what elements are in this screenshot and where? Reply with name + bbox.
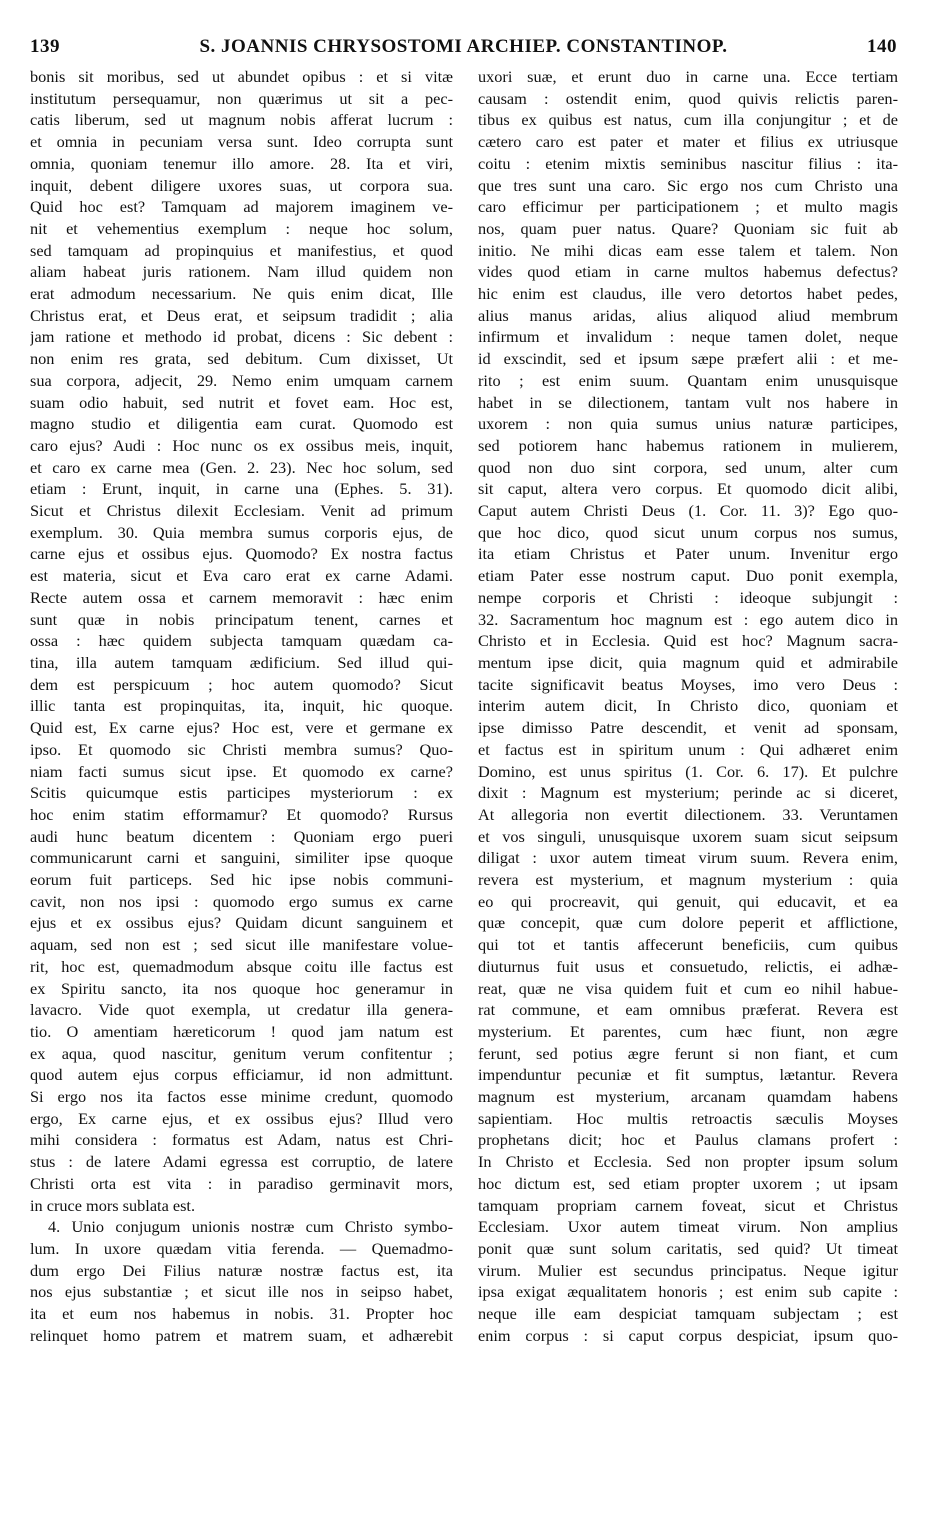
text-line: aquam, sed non est ; sed sicut ille manifestare volue- <box>30 935 453 955</box>
text-line: hoc dictum est, sed etiam propter uxorem ; ut ipsam <box>478 1173 898 1193</box>
text-line: ita etiam Christus et Pater unum. Invenitur ergo <box>478 544 898 564</box>
text-line: ejus et ex ossibus ejus? Quidam dicunt sanguinem et <box>30 913 453 933</box>
text-line: mysterium. Et parentes, cum hæc fiunt, non ægre <box>478 1021 898 1041</box>
text-line: reat, quæ ne visa quidem fuit et cum eo nihil habue- <box>478 978 898 998</box>
text-line: ex Spiritu sancto, ita nos quoque hoc generamur in <box>30 978 453 998</box>
text-line: communicarunt carni et sanguini, similiter ipse quoque <box>30 848 453 868</box>
text-line: quæ concepit, quæ cum dolore peperit et afflictione, <box>478 913 898 933</box>
text-line: magno studio et diligentia eam curat. Quomodo est <box>30 414 453 434</box>
page-header <box>30 36 897 60</box>
text-line: At allegoria non evertit dilectionem. 33. Veruntamen <box>478 804 898 824</box>
text-line: diuturnus fuit usus et consuetudo, relictis, ei adhæ- <box>478 956 898 976</box>
text-line: uxori suæ, et erunt duo in carne una. Ecce tertiam <box>478 67 898 86</box>
text-line: uxorem : non quia sumus unius naturæ participes, <box>478 414 898 434</box>
text-line: causam : ostendit enim, quod quivis relictis paren- <box>478 88 898 108</box>
text-line: eorum fuit particeps. Sed hic ipse nobis communi- <box>30 870 453 890</box>
text-line: cætero caro est pater et mater et filius ex utriusque <box>478 132 898 152</box>
text-line: Ecclesiam. Uxor autem timeat virum. Non amplius <box>478 1217 898 1237</box>
text-line: illic tanta est propinquitas, ita, inquit, hic quoque. <box>30 696 453 716</box>
text-line: Caput autem Christi Deus (1. Cor. 11. 3)? Ego quo- <box>478 501 898 521</box>
text-line: etiam : Erunt, inquit, in carne una (Ephes. 5. 31). <box>30 479 453 499</box>
text-line: dum ergo Dei Filius naturæ nostræ factus est, ita <box>30 1260 453 1280</box>
text-line: ossa : hæc quidem subjecta tamquam quædam ca- <box>30 631 453 651</box>
text-line: Christi orta est vita : in paradiso germinavit mors, <box>30 1173 453 1193</box>
text-line: nempe corporis et Christi : ideoque subjungit : <box>478 587 898 607</box>
text-line: ferunt, sed potius ægre ferunt si non fiant, et cum <box>478 1043 898 1063</box>
text-line: audi hunc beatum dicentem : Quoniam ergo pueri <box>30 826 453 846</box>
text-line: magnum est mysterium, arcanam quamdam habens <box>478 1087 898 1107</box>
right-column <box>478 66 898 1346</box>
text-line: sapientiam. Hoc multis retroactis sæculis Moyses <box>478 1108 898 1128</box>
text-line: alius manus aridas, alius aliquod aliud membrum <box>478 305 898 325</box>
text-line: que hoc dico, quod sicut unum corpus nos sumus, <box>478 522 898 542</box>
text-line: enim corpus : si caput corpus despiciat, ipsum quo- <box>478 1325 898 1345</box>
text-line: Domino, est unus spiritus (1. Cor. 6. 17). Et pulchre <box>478 761 898 781</box>
text-line: infirmum et invalidum : neque tamen dolet, neque <box>478 327 898 347</box>
text-line: et vos singuli, unusquisque uxorem suam sicut seipsum <box>478 826 898 846</box>
text-line: exemplum. 30. Quia membra sumus corporis ejus, de <box>30 522 453 542</box>
text-line: caro ejus? Audi : Hoc nunc os ex ossibus meis, inquit, <box>30 435 453 455</box>
text-line: Christo et in Ecclesia. Quid est hoc? Magnum sacra- <box>478 631 898 651</box>
text-line: erat admodum necessarium. Ne quis enim dicat, Ille <box>30 284 453 304</box>
text-line: tina, illa autem tamquam ædificium. Sed illud qui- <box>30 652 453 672</box>
text-line: ipsa exigat æqualitatem honoris ; est enim sub capite : <box>478 1282 898 1302</box>
text-line: qui tot et tantis affecerunt beneficiis, cum quibus <box>478 935 898 955</box>
page-number-left: 139 <box>30 36 60 57</box>
text-line: Si ergo nos ita factos esse minime credunt, quomodo <box>30 1087 453 1107</box>
text-line: nit et vehementius exemplum : neque hoc solum, <box>30 218 453 238</box>
text-line: sed potiorem hanc habemus rationem in mulierem, <box>478 435 898 455</box>
text-line: stus : de latere Adami egressa est corruptio, de latere <box>30 1152 453 1172</box>
text-line: impenduntur pecuniæ et fit sumptus, lætantur. Revera <box>478 1065 898 1085</box>
text-line: Recte autem ossa et carnem memoravit : hæc enim <box>30 587 453 607</box>
running-title: S. JOANNIS CHRYSOSTOMI ARCHIEP. CONSTANTINOP. <box>199 36 728 57</box>
text-line: In Christo et Ecclesia. Sed non propter ipsum solum <box>478 1152 898 1172</box>
text-line: neque ille eam despiciat tamquam subjectam ; est <box>478 1304 898 1324</box>
text-line: prophetans dicit; hoc et Paulus clamans profert : <box>478 1130 898 1150</box>
text-line: lavacro. Vide quot exempla, ut credatur illa genera- <box>30 1000 453 1020</box>
text-line: lum. In uxore quædam vitia ferenda. — Quemadmo- <box>30 1238 453 1258</box>
text-line: tibus ex quibus est natus, cum illa conjungitur ; et de <box>478 110 898 130</box>
text-line: et omnia in pecuniam versa sunt. Ideo corrupta sunt <box>30 132 453 152</box>
text-line: etiam Pater esse nostrum caput. Duo ponit exempla, <box>478 566 898 586</box>
text-line: Christus erat, et Deus erat, et seipsum tradidit ; alia <box>30 305 453 325</box>
text-line: omnia, quoniam tenemur illo amore. 28. Ita et viri, <box>30 153 453 173</box>
text-line: 32. Sacramentum hoc magnum est : ego autem dico in <box>478 609 898 629</box>
text-line: ex aqua, quod nascitur, genitum verum confitentur ; <box>30 1043 453 1063</box>
left-column <box>30 66 453 1346</box>
text-line: ponit quæ sunt solum caritatis, sed quid? Ut timeat <box>478 1238 898 1258</box>
text-line: hoc enim statim efformamur? Et quomodo? Rursus <box>30 804 453 824</box>
text-line: catis liberum, sed ut magnum nobis afferat lucrum : <box>30 110 453 130</box>
text-line: quod autem ejus corpus efficiamur, id non admittunt. <box>30 1065 453 1085</box>
text-line: id exscindit, sed et ipsum sæpe præfert alii : et me- <box>478 349 898 369</box>
text-line: et caro ex carne mea (Gen. 2. 23). Nec hoc solum, sed <box>30 457 453 477</box>
text-line: habet in se dilectionem, tantam vult nos habere in <box>478 392 898 412</box>
text-line: Quid hoc est? Tamquam ad majorem imaginem ve- <box>30 197 453 217</box>
text-line: dixit : Magnum est mysterium; perinde ac si diceret, <box>478 783 898 803</box>
text-line: sunt quæ in nobis principatum tenent, carnes et <box>30 609 453 629</box>
text-line: hic enim est claudus, ille vero detortos habet pedes, <box>478 284 898 304</box>
text-line: tacite significavit beatus Moyses, imo vero Deus : <box>478 674 898 694</box>
text-line: vides quod etiam in carne multos habemus defectus? <box>478 262 898 282</box>
text-line: sed tamquam ad propinquius et manifestius, et quod <box>30 240 453 260</box>
page-number-right: 140 <box>867 36 897 57</box>
text-line: dem est perspicuum ; hoc autem quomodo? Sicut <box>30 674 453 694</box>
text-line: relinquet homo patrem et matrem suam, et adhærebit <box>30 1325 453 1345</box>
text-line: nos, quam puer natus. Quare? Quoniam sic fuit ab <box>478 218 898 238</box>
text-line: institutum persequamur, non quærimus ut sit a pec- <box>30 88 453 108</box>
text-line: interim autem dicit, In Christo dico, quoniam et <box>478 696 898 716</box>
text-line: mentum ipse dicit, quia magnum quid et admirabile <box>478 652 898 672</box>
text-line: virum. Mulier est secundus principatus. Neque igitur <box>478 1260 898 1280</box>
text-line: mihi considera : formatus est Adam, natus est Chri- <box>30 1130 453 1150</box>
text-line: tamquam propriam carnem foveat, sicut et Christus <box>478 1195 898 1215</box>
text-line: 4. Unio conjugum unionis nostræ cum Christo symbo- <box>48 1217 453 1237</box>
text-line: caro efficimur per participationem ; et multo magis <box>478 197 898 217</box>
text-line: Quid est, Ex carne ejus? Hoc est, vere et germane ex <box>30 718 453 738</box>
text-line: et factus est in spiritum unum : Qui adhæret enim <box>478 739 898 759</box>
text-line: rito ; est enim suum. Quantam enim unusquisque <box>478 370 898 390</box>
text-line: rit, hoc est, quemadmodum absque coitu ille factus est <box>30 956 453 976</box>
text-line: non enim res grata, sed debitum. Cum dixisset, Ut <box>30 349 453 369</box>
text-line: tio. O amentiam hæreticorum ! quod jam natum est <box>30 1021 453 1041</box>
text-line: diligat : uxor autem timeat virum suum. Revera enim, <box>478 848 898 868</box>
text-line: suam odio habuit, sed nutrit et fovet eam. Hoc est, <box>30 392 453 412</box>
text-line: sit caput, altera vero corpus. Et quomodo dicit alibi, <box>478 479 898 499</box>
text-line: cavit, non nos ipsi : quomodo ergo sumus ex carne <box>30 891 453 911</box>
text-line: jam ratione et methodo id probat, dicens : Sic debent : <box>30 327 453 347</box>
text-line: initio. Ne mihi dicas eam esse talem et talem. Non <box>478 240 898 260</box>
text-line: in cruce mors sublata est. <box>30 1195 196 1215</box>
text-line: Scitis quicumque estis participes mysteriorum : ex <box>30 783 453 803</box>
text-line: est materia, sicut et Eva caro erat ex carne Adami. <box>30 566 453 586</box>
text-line: que tres sunt una caro. Sic ergo nos cum Christo una <box>478 175 898 195</box>
text-line: eo qui procreavit, qui genuit, qui educavit, et ea <box>478 891 898 911</box>
text-line: ita et eum nos habemus in nobis. 31. Propter hoc <box>30 1304 453 1324</box>
text-line: carne ejus et ossibus ejus. Quomodo? Ex nostra factus <box>30 544 453 564</box>
text-line: quod non duo sint corpora, sed unum, alter cum <box>478 457 898 477</box>
text-line: bonis sit moribus, sed ut abundet opibus : et si vitæ <box>30 67 453 86</box>
text-line: niam facti sumus sicut ipse. Et quomodo ex carne? <box>30 761 453 781</box>
text-line: nos ejus substantiæ ; et sicut ille nos in seipso habet, <box>30 1282 453 1302</box>
text-line: inquit, debent diligere uxores suas, ut corpora sua. <box>30 175 453 195</box>
text-line: revera est mysterium, et magnum mysterium : quia <box>478 870 898 890</box>
text-line: sua corpora, adjecit, 29. Nemo enim umquam carnem <box>30 370 453 390</box>
text-line: ergo, Ex carne ejus, et ex ossibus ejus? Illud vero <box>30 1108 453 1128</box>
text-line: ipso. Et quomodo sic Christi membra sumus? Quo- <box>30 739 453 759</box>
text-line: Sicut et Christus dilexit Ecclesiam. Venit ad primum <box>30 501 453 521</box>
text-line: rat commune, et eam omnibus præferat. Revera est <box>478 1000 898 1020</box>
text-line: coitu : etenim mixtis seminibus nascitur filius : ita- <box>478 153 898 173</box>
text-line: aliam habeat juris rationem. Nam illud quidem non <box>30 262 453 282</box>
text-line: ipse dimisso Patre descendit, et venit ad sponsam, <box>478 718 898 738</box>
